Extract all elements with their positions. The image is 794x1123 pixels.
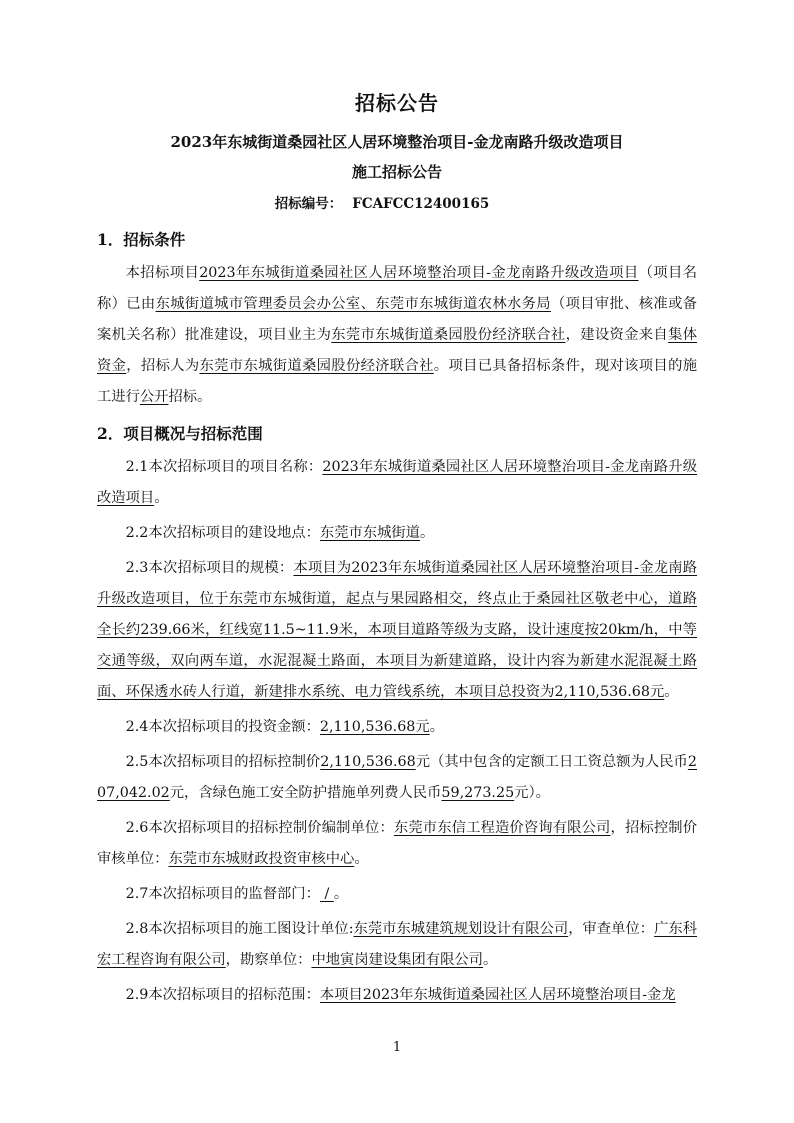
text-segment: 。 [354, 851, 369, 867]
paragraph [97, 747, 697, 809]
underlined-field-value: 东莞市东城街道 [319, 525, 420, 541]
text-segment: ，建设资金来自 [565, 327, 669, 343]
tender-code-value: FCAFCC12400165 [352, 196, 490, 212]
text-segment: 元，含绿色施工安全防护措施单列费人民币 [169, 785, 442, 801]
text-segment: 招标。 [168, 389, 212, 405]
page-number: 1 [392, 1040, 402, 1055]
underlined-field-value: 东莞市东城财政投资审核中心 [168, 851, 355, 867]
underlined-field-value: 广东科宏工程咨询有限公司 [97, 921, 698, 968]
text-segment: 2.5本次招标项目的招标控制价 [125, 754, 321, 770]
text-segment: 2.7本次招标项目的监督部门： [125, 886, 320, 902]
underlined-field-value: 东莞市东城街道桑园股份经济联合社 [199, 358, 434, 374]
underlined-field-value: 公开 [139, 389, 169, 405]
text-segment: 元）。 [514, 785, 550, 801]
underlined-field-value: 中地寅岗建设集团有限公司 [311, 952, 484, 968]
text-segment: 。 [483, 952, 498, 968]
paragraph [97, 712, 697, 743]
paragraph [97, 258, 697, 413]
text-segment: 元（其中包含的定额工日工资总额为人民币 [415, 754, 688, 770]
notice-type-heading: 施工招标公告 [351, 163, 442, 181]
paragraph [97, 518, 697, 549]
document-body [97, 86, 697, 1015]
section-heading: 2．项目概况与招标范围 [97, 424, 263, 443]
underlined-field-value: 东莞市东信工程造价咨询有限公司 [393, 820, 611, 836]
text-segment: 2.4本次招标项目的投资金额： [125, 719, 320, 735]
text-segment: 。 [419, 525, 435, 541]
paragraph [97, 914, 697, 976]
text-segment: 本招标项目 [125, 265, 200, 281]
paragraph [97, 452, 697, 514]
text-segment: 。 [429, 719, 444, 735]
underlined-field-value: 2,110,536.68 [320, 754, 416, 770]
text-segment: 2.8本次招标项目的施工图设计单位: [125, 921, 354, 937]
underlined-field-value: 2023年东城街道桑园社区人居环境整治项目-金龙南路升级改造项目 [199, 265, 639, 281]
sections-container [97, 224, 697, 1011]
underlined-field-value: 59,273.25 [441, 785, 515, 801]
underlined-field-value: 本项目2023年东城街道桑园社区人居环境整治项目-金龙 [319, 987, 676, 1003]
underlined-field-value: 2023年东城街道桑园社区人居环境整治项目-金龙南路升级改造项目 [97, 459, 697, 506]
text-segment: ，招标控制价审核单位： [97, 820, 697, 867]
tender-code-label: 招标编号： [274, 196, 343, 212]
paragraph [97, 980, 697, 1011]
text-segment: 。 [154, 490, 169, 506]
underlined-field-value: 东莞市东城建筑规划设计有限公司 [353, 921, 569, 937]
text-segment: ，审查单位： [568, 921, 655, 937]
text-segment: （项目名称）已由 [97, 265, 698, 312]
text-segment: 2.9本次招标项目的招标范围： [125, 987, 320, 1003]
paragraph [97, 879, 697, 910]
text-segment: （项目审批、核准或备案机关名称）批准建设，项目业主为 [97, 296, 698, 343]
text-segment: ，勘察单位： [225, 952, 312, 968]
project-name-heading: 2023年东城街道桑园社区人居环境整治项目-金龙南路升级改造项目 [170, 133, 624, 151]
underlined-field-value: 207,042.02 [97, 754, 697, 801]
underlined-field-value: 东莞市东城街道桑园股份经济联合社 [331, 327, 566, 343]
paragraph [97, 813, 697, 875]
underlined-field-value: 2,110,536.68元 [319, 719, 430, 735]
text-segment: 。 [333, 886, 349, 902]
section-heading: 1．招标条件 [97, 230, 186, 249]
text-segment: 2.3本次招标项目的规模： [125, 560, 294, 576]
text-segment: 。项目已具备招标条件，现对该项目的施工进行 [97, 358, 698, 405]
underlined-field-value: 东城街道城市管理委员会办公室、东莞市东城街道农林水务局 [155, 296, 551, 312]
text-segment: 2.1本次招标项目的项目名称： [125, 459, 323, 475]
underlined-field-value: / [319, 886, 334, 902]
paragraph [97, 553, 697, 708]
text-segment: 2.6本次招标项目的招标控制价编制单位： [125, 820, 394, 836]
text-segment: ，招标人为 [126, 358, 200, 374]
text-segment: 2.2本次招标项目的建设地点： [125, 525, 320, 541]
tender-code [97, 189, 697, 219]
underlined-field-value: 集体资金 [97, 327, 698, 374]
document-title: 招标公告 [355, 91, 439, 115]
underlined-field-value: 本项目为2023年东城街道桑园社区人居环境整治项目-金龙南路升级改造项目，位于东莞市东城街道，起点与果园路相交，终点止于桑园社区敬老中心，道路全长约239.66米，红线宽11.5~11.9米，本项目道路等级为支路，设计速度按20km/h，中等交通等级，双向两车道，水泥混凝土路面，本项目为新建道路，设计内容为新建水泥混凝土路面、环保透水砖人行道，新建排水系统、电力管线系统，本项目总投资为2,110,536.68元 [97, 560, 697, 700]
text-segment: 。 [664, 684, 679, 700]
